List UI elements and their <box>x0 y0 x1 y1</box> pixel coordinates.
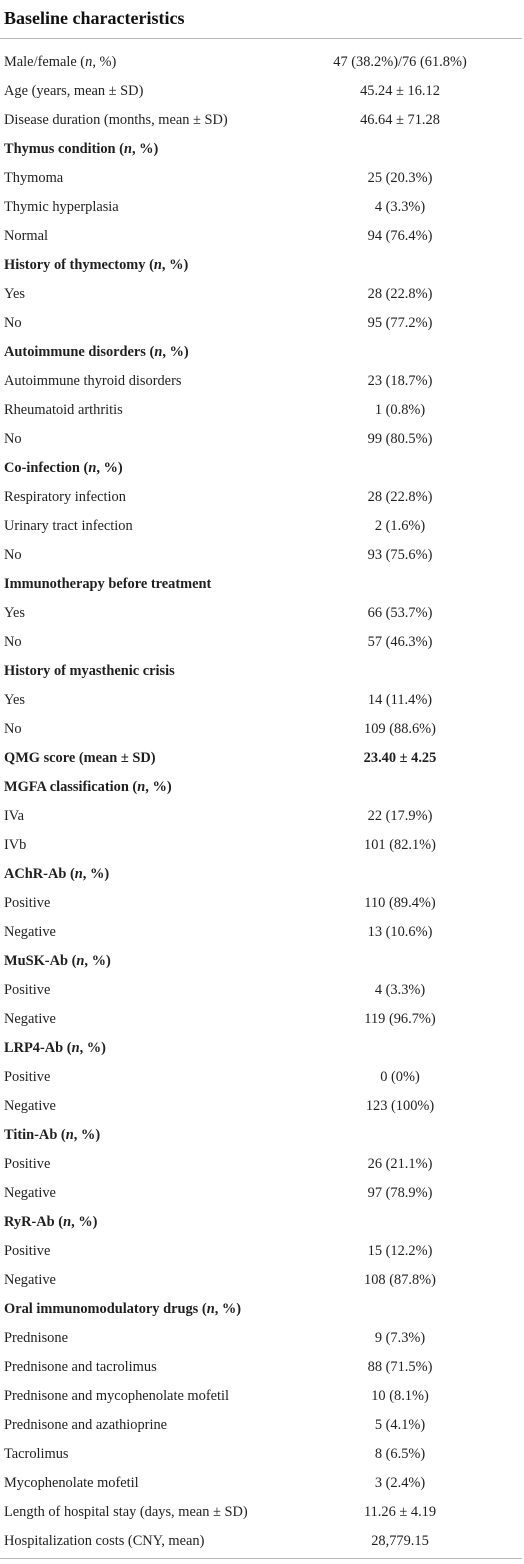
row-label: MuSK-Ab (n, %) <box>4 953 111 969</box>
row-label: Mycophenolate mofetil <box>4 1475 139 1491</box>
row-label: Prednisone and mycophenolate mofetil <box>4 1388 229 1404</box>
row-value: 108 (87.8%) <box>364 1272 436 1288</box>
row-label: AChR-Ab (n, %) <box>4 866 110 882</box>
row-value: 13 (10.6%) <box>367 924 433 940</box>
section-row <box>0 338 524 367</box>
table-row <box>0 106 524 135</box>
table-row <box>0 367 524 396</box>
row-label: Negative <box>4 924 56 940</box>
row-label: Negative <box>4 1098 56 1114</box>
table-body <box>0 39 524 1556</box>
row-value: 2 (1.6%) <box>374 518 426 534</box>
row-value: 11.26 ± 4.19 <box>363 1504 437 1520</box>
row-value: 123 (100%) <box>365 1098 435 1114</box>
row-label: IVa <box>4 808 24 824</box>
row-label: Positive <box>4 895 51 911</box>
table-row <box>0 222 524 251</box>
row-value: 0 (0%) <box>380 1069 420 1085</box>
row-value: 88 (71.5%) <box>367 1359 433 1375</box>
table-row <box>0 541 524 570</box>
table-row <box>0 1353 524 1382</box>
row-label: Positive <box>4 982 51 998</box>
row-value: 3 (2.4%) <box>374 1475 426 1491</box>
row-label: Immunotherapy before treatment <box>4 576 212 592</box>
table-row <box>0 1440 524 1469</box>
row-value: 4 (3.3%) <box>374 199 426 215</box>
row-value: 14 (11.4%) <box>367 692 433 708</box>
row-label: Respiratory infection <box>4 489 126 505</box>
row-label: History of thymectomy (n, %) <box>4 257 189 273</box>
table-row <box>0 280 524 309</box>
table-row <box>0 889 524 918</box>
row-value: 23.40 ± 4.25 <box>363 750 437 766</box>
row-label: No <box>4 431 22 447</box>
row-label: No <box>4 634 22 650</box>
table-row <box>0 686 524 715</box>
row-value: 26 (21.1%) <box>367 1156 433 1172</box>
row-value: 9 (7.3%) <box>374 1330 426 1346</box>
row-value: 22 (17.9%) <box>367 808 433 824</box>
row-label: No <box>4 721 22 737</box>
row-label: Male/female (n, %) <box>4 54 117 70</box>
table-row <box>0 48 524 77</box>
table-row <box>0 918 524 947</box>
row-label: Urinary tract infection <box>4 518 133 534</box>
table-row <box>0 599 524 628</box>
table-row <box>0 628 524 657</box>
row-label: RyR-Ab (n, %) <box>4 1214 98 1230</box>
table-row <box>0 77 524 106</box>
row-label: LRP4-Ab (n, %) <box>4 1040 106 1056</box>
table-row <box>0 1498 524 1527</box>
table-row <box>0 802 524 831</box>
row-label: Thymic hyperplasia <box>4 199 119 215</box>
row-label: Positive <box>4 1156 51 1172</box>
row-label: Prednisone <box>4 1330 68 1346</box>
row-label: No <box>4 547 22 563</box>
table-row <box>0 1005 524 1034</box>
table-row <box>0 1063 524 1092</box>
table-row <box>0 1237 524 1266</box>
row-value: 95 (77.2%) <box>367 315 433 331</box>
row-value: 57 (46.3%) <box>367 634 433 650</box>
row-label: Rheumatoid arthritis <box>4 402 123 418</box>
section-row <box>0 773 524 802</box>
section-row <box>0 1295 524 1324</box>
row-label: Autoimmune thyroid disorders <box>4 373 182 389</box>
row-value: 101 (82.1%) <box>364 837 436 853</box>
row-label: Prednisone and azathioprine <box>4 1417 168 1433</box>
row-value: 28 (22.8%) <box>367 489 433 505</box>
row-value: 28,779.15 <box>371 1533 429 1549</box>
table-row <box>0 1324 524 1353</box>
row-value: 47 (38.2%)/76 (61.8%) <box>333 54 467 70</box>
row-label: Negative <box>4 1011 56 1027</box>
table-row <box>0 164 524 193</box>
row-value: 109 (88.6%) <box>364 721 436 737</box>
bottom-rule <box>0 1558 522 1559</box>
row-label: Age (years, mean ± SD) <box>4 83 144 99</box>
section-row <box>0 1121 524 1150</box>
section-row <box>0 570 524 599</box>
section-row <box>0 251 524 280</box>
table-row <box>0 193 524 222</box>
row-value: 45.24 ± 16.12 <box>360 83 440 99</box>
row-value: 25 (20.3%) <box>367 170 433 186</box>
row-value: 1 (0.8%) <box>374 402 426 418</box>
row-label: Prednisone and tacrolimus <box>4 1359 157 1375</box>
table-row <box>0 512 524 541</box>
row-label: Normal <box>4 228 48 244</box>
row-label: IVb <box>4 837 27 853</box>
row-label: No <box>4 315 22 331</box>
section-row <box>0 1034 524 1063</box>
table-row <box>0 1179 524 1208</box>
table-row <box>0 715 524 744</box>
table-row <box>0 976 524 1005</box>
row-label: Yes <box>4 605 25 621</box>
row-value: 94 (76.4%) <box>367 228 433 244</box>
row-label: Negative <box>4 1185 56 1201</box>
row-value: 99 (80.5%) <box>367 431 433 447</box>
row-label: Thymus condition (n, %) <box>4 141 159 157</box>
row-label: MGFA classification (n, %) <box>4 779 172 795</box>
row-value: 23 (18.7%) <box>367 373 433 389</box>
row-label: Oral immunomodulatory drugs (n, %) <box>4 1301 242 1317</box>
row-value: 119 (96.7%) <box>364 1011 436 1027</box>
row-label: Yes <box>4 692 25 708</box>
row-value: 28 (22.8%) <box>367 286 433 302</box>
row-value: 8 (6.5%) <box>374 1446 426 1462</box>
row-label: Negative <box>4 1272 56 1288</box>
row-value: 110 (89.4%) <box>364 895 436 911</box>
table-row <box>0 309 524 338</box>
row-label: Positive <box>4 1243 51 1259</box>
section-row <box>0 860 524 889</box>
row-label: Co-infection (n, %) <box>4 460 123 476</box>
table-row <box>0 1150 524 1179</box>
table-row <box>0 1411 524 1440</box>
table-row <box>0 396 524 425</box>
section-row <box>0 947 524 976</box>
row-value: 4 (3.3%) <box>374 982 426 998</box>
table-row <box>0 1382 524 1411</box>
row-value: 97 (78.9%) <box>367 1185 433 1201</box>
section-row <box>0 454 524 483</box>
section-row <box>0 657 524 686</box>
row-value: 10 (8.1%) <box>371 1388 429 1404</box>
row-label: Thymoma <box>4 170 64 186</box>
table-row <box>0 1266 524 1295</box>
row-value: 66 (53.7%) <box>367 605 433 621</box>
table-row <box>0 831 524 860</box>
table-row <box>0 425 524 454</box>
row-label: QMG score (mean ± SD) <box>4 750 156 766</box>
row-label: Hospitalization costs (CNY, mean) <box>4 1533 205 1549</box>
row-label: Tacrolimus <box>4 1446 69 1462</box>
row-label: Titin-Ab (n, %) <box>4 1127 101 1143</box>
table-row <box>0 1469 524 1498</box>
row-value: 5 (4.1%) <box>374 1417 426 1433</box>
row-label: Disease duration (months, mean ± SD) <box>4 112 228 128</box>
table-header: Baseline characteristics <box>4 8 185 28</box>
row-value: 93 (75.6%) <box>367 547 433 563</box>
section-row <box>0 1208 524 1237</box>
section-row <box>0 744 524 773</box>
row-value: 46.64 ± 71.28 <box>360 112 440 128</box>
row-label: Length of hospital stay (days, mean ± SD) <box>4 1504 248 1520</box>
section-row <box>0 135 524 164</box>
row-label: Positive <box>4 1069 51 1085</box>
row-value: 15 (12.2%) <box>367 1243 433 1259</box>
row-label: Autoimmune disorders (n, %) <box>4 344 189 360</box>
table-row <box>0 1527 524 1556</box>
row-label: History of myasthenic crisis <box>4 663 175 679</box>
table-row <box>0 483 524 512</box>
row-label: Yes <box>4 286 25 302</box>
table-row <box>0 1092 524 1121</box>
